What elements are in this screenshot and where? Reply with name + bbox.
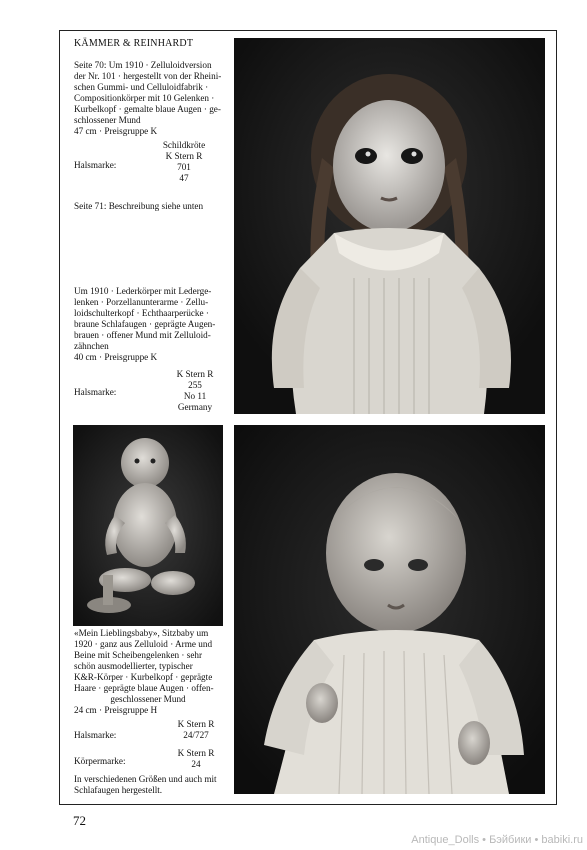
photo-baby-portrait (234, 425, 545, 794)
text-line: 1920 · ganz aus Zelluloid · Arme und (74, 639, 213, 649)
photo-braided-doll (234, 38, 545, 414)
text-line: braune Schlafaugen · geprägte Augen- (74, 319, 216, 329)
text-line: K&R-Körper · Kurbelkopf · geprägte (74, 672, 213, 682)
text-line: schön ausmodellierter, typischer (74, 661, 193, 671)
braided-doll-illustration (234, 38, 545, 414)
text-line: 47 cm · Preisgruppe K (74, 126, 158, 136)
text-line: der Nr. 101 · hergestellt von der Rheini- (74, 71, 222, 81)
text-line: zähnchen (74, 341, 109, 351)
text-line: 40 cm · Preisgruppe K (74, 352, 158, 362)
mark-line: K Stern R (176, 369, 214, 379)
mark-line: K Stern R (165, 151, 203, 161)
text-line: loidschulterkopf · Echthaarperücke · (74, 308, 209, 318)
section2-description (74, 286, 215, 363)
koerpermarke-label: Körpermarke: (74, 756, 126, 766)
text-line: schlossener Mund (74, 115, 141, 125)
page-number: 72 (73, 813, 86, 828)
watermark: Antique_Dolls • Бэйбики • babiki.ru (411, 834, 583, 846)
halsmarke-label: Halsmarke: (74, 160, 117, 170)
halsmarke-value (148, 140, 220, 184)
text-line: brauen · offener Mund mit Zelluloid- (74, 330, 211, 340)
mark-line: 701 (177, 162, 191, 172)
text-line: lenken · Porzellanunterarme · Zellu- (74, 297, 209, 307)
text-line: Compositionkörper mit 10 Gelenken · (74, 93, 215, 103)
closing-note (74, 774, 217, 796)
text-line: «Mein Lieblingsbaby», Sitzbaby um (74, 628, 209, 638)
sitting-baby-illustration (73, 425, 223, 626)
text-line: geschlossener Mund (110, 694, 186, 704)
text-line: Um 1910 · Lederkörper mit Lederge- (74, 286, 212, 296)
section1-description (74, 60, 221, 137)
mark-line: 24/727 (183, 730, 209, 740)
text-line: Haare · geprägte blaue Augen · offen- (74, 683, 214, 693)
page-title: KÄMMER & REINHARDT (74, 38, 194, 49)
halsmarke-value (160, 719, 232, 741)
seite71-note: Seite 71: Beschreibung siehe unten (74, 201, 204, 211)
text-line: schen Gummi- und Celluloidfabrik · (74, 82, 209, 92)
text-line: Beine mit Scheibengelenken · sehr (74, 650, 203, 660)
mark-line: No 11 (183, 391, 207, 401)
baby-portrait-illustration (234, 425, 545, 794)
text-line: Schlafaugen hergestellt. (74, 785, 163, 795)
text-line: Seite 70: Um 1910 · Zelluloidversion (74, 60, 212, 70)
text-line: In verschiedenen Größen und auch mit (74, 774, 217, 784)
halsmarke-label: Halsmarke: (74, 730, 117, 740)
koerpermarke-value (160, 748, 232, 770)
mark-line: K Stern R (177, 748, 215, 758)
mark-line: Schildkröte (162, 140, 206, 150)
section3-description (74, 628, 222, 716)
text-line: 24 cm · Preisgruppe H (74, 705, 158, 715)
text-line: Kurbelkopf · gemalte blaue Augen · ge- (74, 104, 221, 114)
halsmarke-label: Halsmarke: (74, 387, 117, 397)
mark-line: 47 (179, 173, 189, 183)
mark-line: 255 (188, 380, 202, 390)
mark-line: K Stern R (177, 719, 215, 729)
halsmarke-value (160, 369, 230, 413)
mark-line: Germany (177, 402, 213, 412)
mark-line: 24 (191, 759, 201, 769)
photo-sitting-baby (73, 425, 223, 626)
